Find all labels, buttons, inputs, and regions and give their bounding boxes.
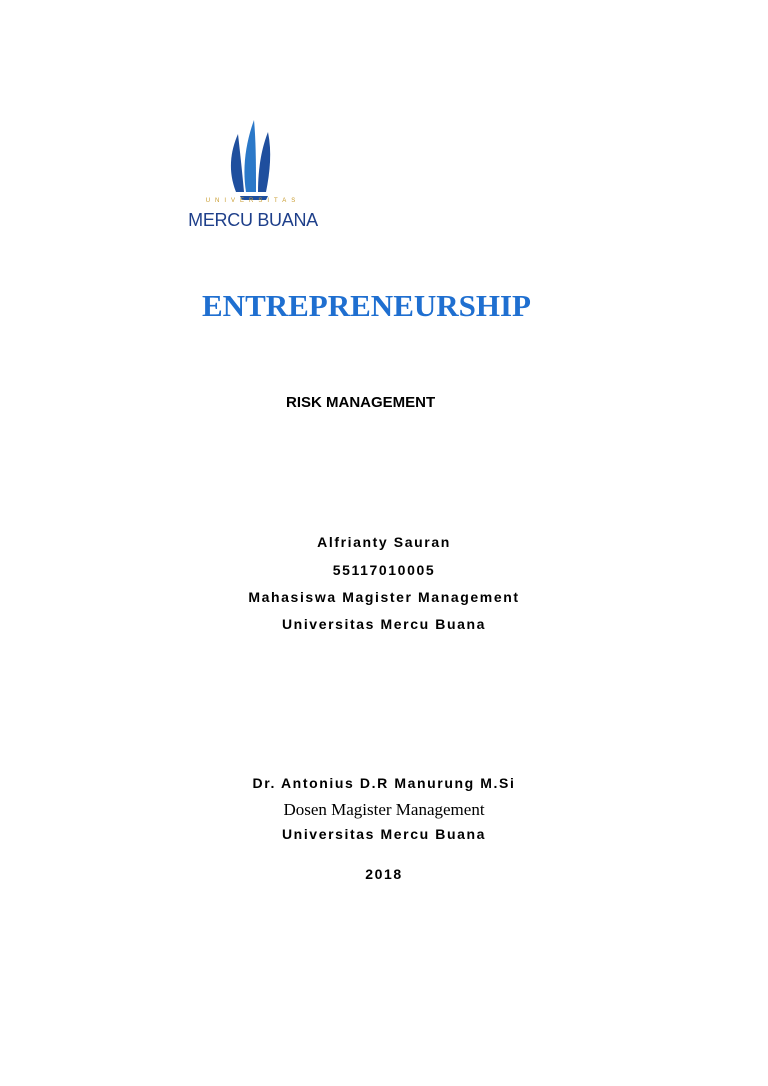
lecturer-name: Dr. Antonius D.R Manurung M.Si: [252, 775, 516, 791]
document-year: 2018: [365, 866, 403, 882]
author-role: Mahasiswa Magister Management: [248, 589, 520, 605]
author-university: Universitas Mercu Buana: [281, 616, 487, 632]
flame-emblem-icon: [178, 112, 328, 202]
university-logo: [178, 112, 328, 236]
author-name: Alfrianty Sauran: [317, 534, 451, 550]
logo-name: MERCU BUANA: [188, 210, 318, 230]
lecturer-role: Dosen Magister Management: [283, 800, 485, 819]
document-title: ENTREPRENEURSHIP: [202, 288, 531, 323]
author-id: 55117010005: [332, 562, 436, 578]
logo-universitas-text: UNIVERSITAS: [205, 198, 301, 204]
lecturer-university: Universitas Mercu Buana: [281, 826, 487, 842]
document-subtitle: RISK MANAGEMENT: [286, 394, 436, 411]
